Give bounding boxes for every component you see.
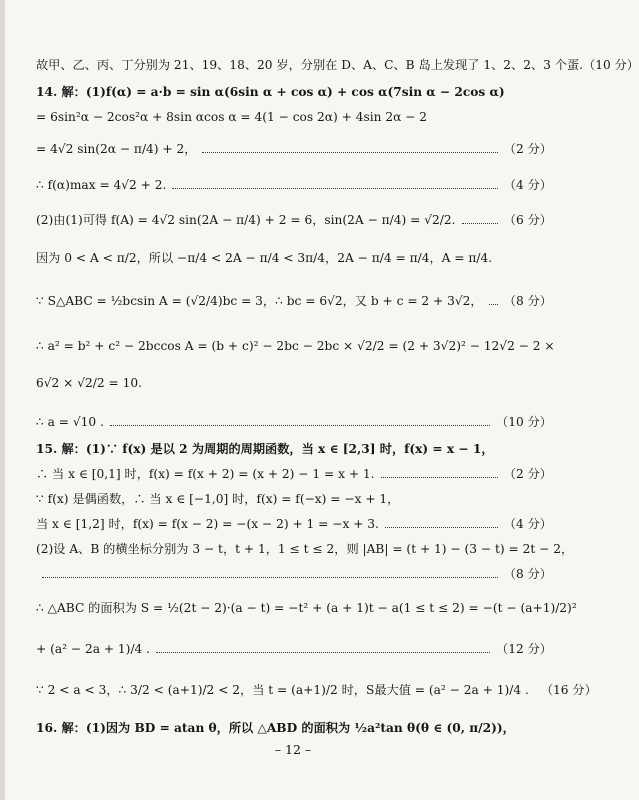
leader-dots	[110, 425, 490, 426]
text-line: 6√2 × √2/2 = 10.	[36, 376, 142, 390]
text-line: 故甲、乙、丙、丁分别为 21、19、18、20 岁，分别在 D、A、C、B 岛上发现了 1、2、2、3 个蛋.（10 分）	[36, 58, 639, 72]
leader-dots	[462, 223, 498, 224]
text-line: 因为 0 < A < π/2，所以 −π/4 < 2A − π/4 < 3π/4，2A − π/4 = π/4，A = π/4.	[36, 251, 493, 265]
text-line: 14. 解：(1)f(α) = a·b = sin α(6sin α + cos α) + cos α(7sin α − 2cos α)	[36, 85, 505, 99]
page-number: – 12 –	[274, 742, 312, 757]
leader-dots	[42, 577, 498, 578]
score-label: （16 分）	[540, 683, 597, 697]
text-line: + (a² − 2a + 1)/4 . （12 分）	[36, 642, 552, 656]
leader-dots	[489, 304, 498, 305]
leader-dots	[381, 477, 498, 478]
leader-dots	[202, 152, 497, 153]
text-line	[36, 566, 552, 582]
text-line: ∴ △ABC 的面积为 S = ½(2t − 2)·(a − t) = −t² + (a + 1)t − a(1 ≤ t ≤ 2) = −(t − (a+1)/2)²	[36, 601, 577, 615]
text-line: 16. 解：(1)因为 BD = atan θ，所以 △ABD 的面积为 ½a²tan θ(θ ∈ (0, π/2))，	[36, 721, 515, 735]
leader-dots	[172, 188, 497, 189]
score-label: （2 分）	[503, 467, 552, 481]
text-line: (2)设 A、B 的横坐标分别为 3 − t，t + 1，1 ≤ t ≤ 2，则 |AB| = (t + 1) − (3 − t) = 2t − 2，	[36, 542, 574, 556]
text-line: ∵ f(x) 是偶函数，∴ 当 x ∈ [−1,0] 时，f(x) = f(−x) = −x + 1，	[36, 492, 400, 506]
score-label: （12 分）	[496, 642, 552, 656]
score-label: （4 分）	[503, 517, 552, 531]
score-label: （2 分）	[503, 142, 552, 156]
text-line: ∴ a = √10 . （10 分）	[36, 415, 552, 429]
text-line: ∴ f(α)max = 4√2 + 2. （4 分）	[36, 178, 552, 192]
text-line: ∵ S△ABC = ½bcsin A = (√2/4)bc = 3，∴ bc = 6√2，又 b + c = 2 + 3√2， （8 分）	[36, 294, 552, 308]
text-line: = 4√2 sin(2α − π/4) + 2， （2 分）	[36, 142, 552, 156]
text-line: ∵ 2 < a < 3，∴ 3/2 < (a+1)/2 < 2，当 t = (a+1)/2 时，S最大值 = (a² − 2a + 1)/4 . （16 分）	[36, 683, 597, 697]
leader-dots	[385, 527, 498, 528]
leader-dots	[156, 652, 490, 653]
text-line: 当 x ∈ [1,2] 时，f(x) = f(x − 2) = −(x − 2) + 1 = −x + 3. （4 分）	[36, 517, 552, 531]
score-label: （4 分）	[503, 178, 552, 192]
score-label: （8 分）	[503, 294, 552, 308]
text-line: (2)由(1)可得 f(A) = 4√2 sin(2A − π/4) + 2 = 6，sin(2A − π/4) = √2/2. （6 分）	[36, 213, 552, 227]
text-line: ∴ a² = b² + c² − 2bccos A = (b + c)² − 2bc − 2bc × √2/2 = (2 + 3√2)² − 12√2 − 2 ×	[36, 339, 555, 353]
text-line: ∴ 当 x ∈ [0,1] 时，f(x) = f(x + 2) = (x + 2) − 1 = x + 1. （2 分）	[36, 467, 552, 481]
score-label: （10 分）	[496, 415, 552, 429]
score-label: （8 分）	[503, 567, 552, 581]
text-line: = 6sin²α − 2cos²α + 8sin αcos α = 4(1 − cos 2α) + 4sin 2α − 2	[36, 110, 428, 124]
scan-edge	[0, 0, 5, 800]
text-line: 15. 解：(1)∵ f(x) 是以 2 为周期的周期函数，当 x ∈ [2,3] 时，f(x) = x − 1，	[36, 442, 494, 456]
score-label: （6 分）	[503, 213, 552, 227]
